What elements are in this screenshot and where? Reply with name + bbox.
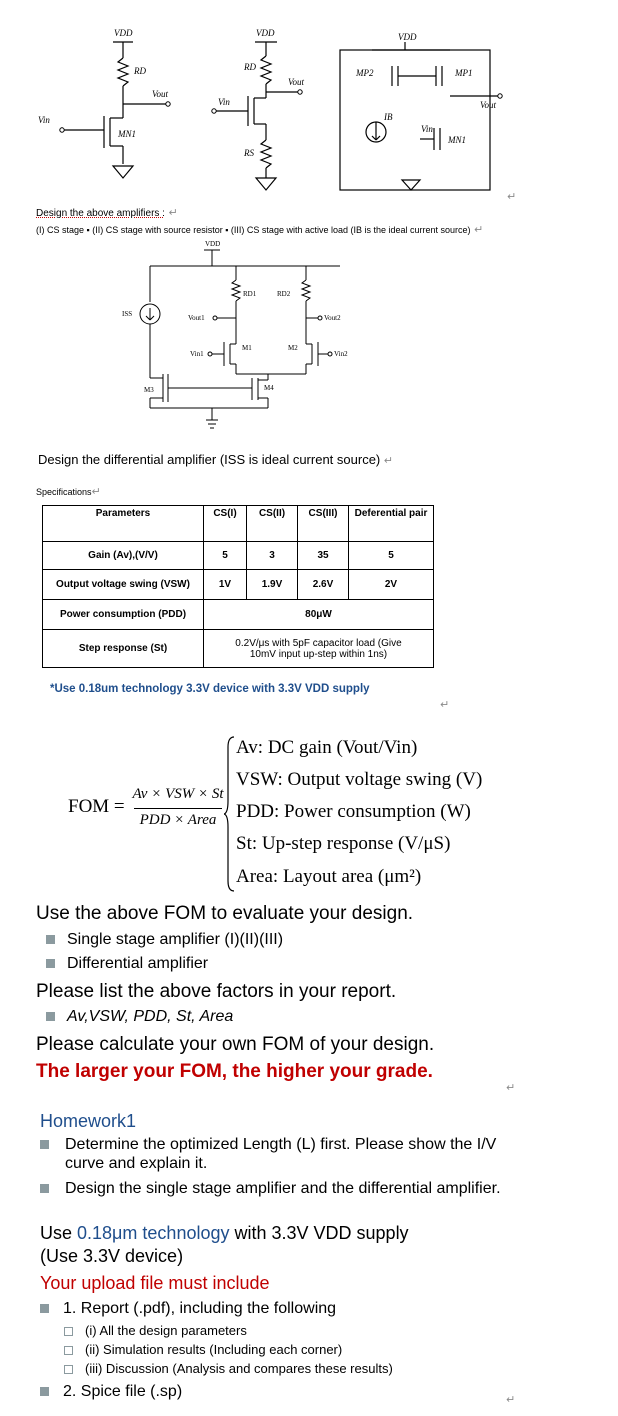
mp2-label: MP2 — [356, 68, 374, 78]
legend-area: Area: Layout area (μm²) — [236, 866, 422, 887]
bullet-icon — [46, 959, 55, 968]
vout1-label: Vout1 — [188, 314, 205, 322]
upload-item-2: 2. Spice file (.sp) — [40, 1383, 182, 1401]
paragraph-mark: ↵ — [440, 698, 450, 711]
eval-line-3: Please calculate your own FOM of your design. — [36, 1034, 435, 1055]
header-cs1: CS(I) — [204, 506, 247, 542]
upload-sub-1: (i) All the design parameters — [64, 1323, 247, 1338]
mn1-label-1: MN1 — [118, 129, 136, 139]
header-parameters: Parameters — [43, 506, 204, 542]
fom-brace — [224, 735, 236, 893]
homework-bullet-2: Design the single stage amplifier and the differential amplifier. — [40, 1179, 520, 1198]
design-intro: Design the above amplifiers : ↵ — [36, 206, 178, 219]
tech-note: *Use 0.18um technology 3.3V device with 3.3V VDD supply — [50, 683, 370, 695]
merged-cell: 80μW — [204, 600, 434, 630]
hollow-bullet-icon — [64, 1365, 73, 1374]
homework-tech-line: Use 0.18μm technology with 3.3V VDD supply — [40, 1223, 409, 1243]
vin-label-3: Vin — [421, 124, 433, 134]
vin-label-1: Vin — [38, 115, 50, 125]
upload-sub-3: (iii) Discussion (Analysis and compares these results) — [64, 1361, 393, 1376]
mp1-label: MP1 — [455, 68, 473, 78]
eval-bullet-2: Differential amplifier — [46, 955, 208, 973]
eval-line-2: Please list the above factors in your report. — [36, 981, 397, 1002]
vdd-label-2: VDD — [256, 28, 275, 38]
table-row — [43, 570, 434, 600]
spec-table — [42, 505, 434, 668]
cell: 35 — [298, 542, 349, 570]
rd-label-1: RD — [134, 66, 146, 76]
row-param: Power consumption (PDD) — [43, 600, 204, 630]
table-row — [43, 600, 434, 630]
cell: 5 — [204, 542, 247, 570]
diff-vdd-label: VDD — [205, 240, 221, 248]
homework-device-line: (Use 3.3V device) — [40, 1246, 184, 1266]
rs-label: RS — [244, 148, 254, 158]
bullet-icon — [40, 1184, 49, 1193]
vin1-label: Vin1 — [190, 350, 204, 358]
specs-label: Specifications↵ — [36, 485, 101, 498]
header-cs2: CS(II) — [247, 506, 298, 542]
fom-denominator: PDD × Area — [139, 812, 217, 828]
m4-label: M4 — [264, 384, 274, 392]
vdd-label-3: VDD — [398, 32, 417, 42]
rd1-label: RD1 — [243, 290, 257, 298]
bullet-icon — [46, 935, 55, 944]
iss-label: ISS — [122, 310, 133, 318]
eval-line-1: Use the above FOM to evaluate your design. — [36, 903, 414, 924]
cell: 2V — [349, 570, 434, 600]
row-param: Output voltage swing (VSW) — [43, 570, 204, 600]
upload-item-1: 1. Report (.pdf), including the following — [40, 1300, 336, 1318]
top-circuits-diagram — [0, 0, 618, 205]
design-list: (I) CS stage ▪ (II) CS stage with source resistor ▪ (III) CS stage with active load (IB is the ideal current source) ↵ — [36, 223, 484, 236]
bullet-icon — [40, 1304, 49, 1313]
m1-label: M1 — [242, 344, 252, 352]
eval-line-4: The larger your FOM, the higher your grade. — [36, 1061, 433, 1082]
table-row — [43, 542, 434, 570]
fom-fraction-bar — [134, 808, 222, 809]
vdd-label-1: VDD — [114, 28, 133, 38]
bullet-icon — [40, 1387, 49, 1396]
homework-title: Homework1 — [40, 1111, 137, 1131]
paragraph-mark: ↵ — [506, 1081, 516, 1094]
cell: 2.6V — [298, 570, 349, 600]
cell: 1.9V — [247, 570, 298, 600]
legend-st: St: Up-step response (V/μS) — [236, 833, 451, 854]
row-param: Gain (Av),(V/V) — [43, 542, 204, 570]
hollow-bullet-icon — [64, 1346, 73, 1355]
vout-label-2: Vout — [288, 77, 305, 87]
legend-pdd: PDD: Power consumption (W) — [236, 801, 471, 822]
upload-sub-2: (ii) Simulation results (Including each corner) — [64, 1342, 342, 1357]
vout-label-3: Vout — [480, 100, 497, 110]
row-param: Step response (St) — [43, 630, 204, 668]
merged-cell: 0.2V/μs with 5pF capacitor load (Give 10mV input up-step within 1ns) — [204, 630, 434, 668]
cell: 3 — [247, 542, 298, 570]
upload-title: Your upload file must include — [40, 1273, 270, 1293]
table-row — [43, 630, 434, 668]
m3-label: M3 — [144, 386, 154, 394]
legend-vsw: VSW: Output voltage swing (V) — [236, 769, 483, 790]
eval-bullet-1: Single stage amplifier (I)(II)(III) — [46, 931, 283, 949]
diff-title: Design the differential amplifier (ISS is ideal current source) ↵ — [38, 452, 393, 467]
vout2-label: Vout2 — [324, 314, 341, 322]
m2-label: M2 — [288, 344, 298, 352]
rd2-label: RD2 — [277, 290, 291, 298]
table-header-row — [43, 506, 434, 542]
ib-label: IB — [384, 112, 393, 122]
vout-label-1: Vout — [152, 89, 169, 99]
rd-label-2: RD — [244, 62, 256, 72]
eval-bullet-3: Av,VSW, PDD, St, Area — [46, 1008, 233, 1026]
diff-amp-diagram — [0, 238, 618, 443]
cell: 5 — [349, 542, 434, 570]
header-diff-pair: Deferential pair — [349, 506, 434, 542]
cell: 1V — [204, 570, 247, 600]
header-cs3: CS(III) — [298, 506, 349, 542]
paragraph-mark: ↵ — [507, 190, 517, 203]
fom-numerator: Av × VSW × St — [132, 786, 224, 802]
mn1-label-3: MN1 — [448, 135, 466, 145]
vin2-label: Vin2 — [334, 350, 348, 358]
bullet-icon — [46, 1012, 55, 1021]
vin-label-2: Vin — [218, 97, 230, 107]
hollow-bullet-icon — [64, 1327, 73, 1336]
homework-bullet-1: Determine the optimized Length (L) first. Please show the I/V curve and explain it. — [40, 1135, 520, 1173]
paragraph-mark: ↵ — [506, 1393, 516, 1406]
fom-lhs: FOM = — [68, 796, 125, 817]
bullet-icon — [40, 1140, 49, 1149]
legend-av: Av: DC gain (Vout/Vin) — [236, 737, 418, 758]
